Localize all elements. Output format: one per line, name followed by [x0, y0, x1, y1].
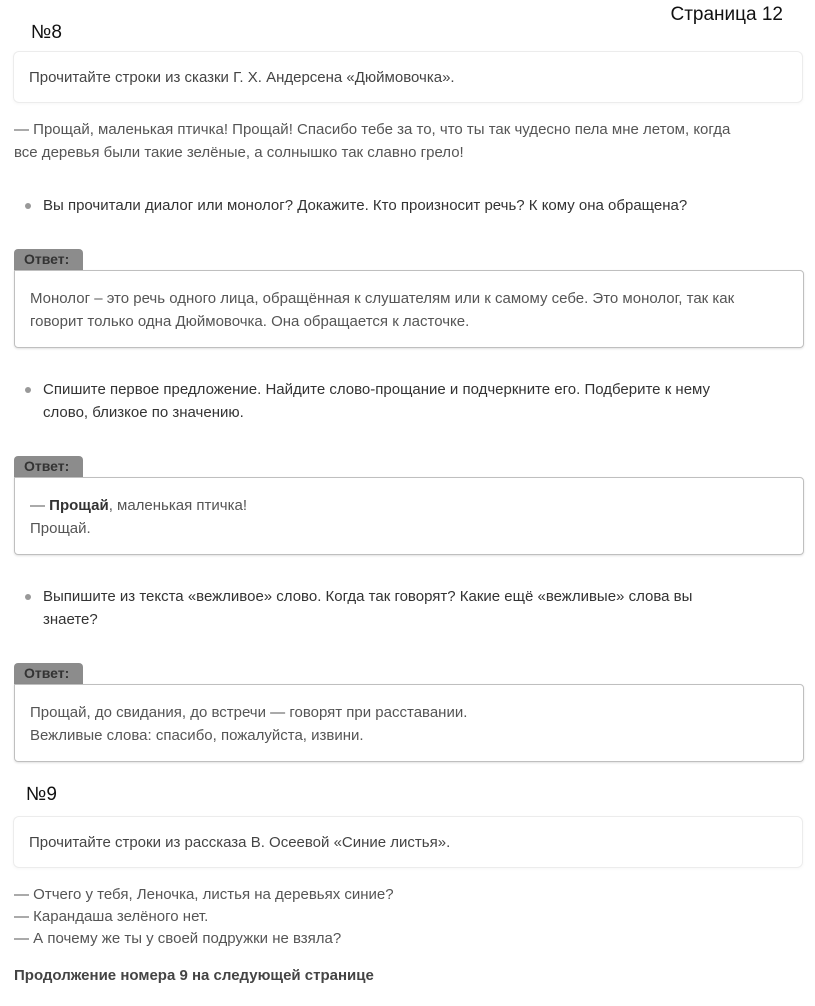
- continuation-note: Продолжение номера 9 на следующей странице: [14, 967, 374, 984]
- question-1: [43, 194, 793, 217]
- answer-line: [30, 494, 803, 517]
- dialog-line: — А почему же ты у своей подружки не взяла?: [14, 930, 342, 947]
- question-2: [43, 378, 793, 424]
- task-number-9: №9: [26, 784, 57, 805]
- dialog-line: — Карандаша зелёного нет.: [14, 908, 209, 925]
- task-8-prompt-box: [13, 51, 803, 103]
- task-8-text-line: — Прощай, маленькая птичка! Прощай! Спасибо тебе за то, что ты так чудесно пела мне летом, когда: [14, 121, 731, 138]
- question-line: Выпишите из текста «вежливое» слово. Когда так говорят? Какие ещё «вежливые» слова вы: [43, 588, 693, 605]
- task-9-prompt-box: [13, 816, 803, 868]
- bullet: [25, 387, 31, 393]
- answer-box-2: [14, 477, 804, 555]
- answer-line: Прощай.: [30, 520, 91, 537]
- answer-label: Ответ:: [14, 249, 83, 270]
- page-number: Страница 12: [670, 4, 783, 25]
- answer-rest: , маленькая птичка!: [108, 497, 247, 514]
- question-line: Спишите первое предложение. Найдите слово-прощание и подчеркните его. Подберите к нему: [43, 381, 711, 398]
- answer-line: говорит только одна Дюймовочка. Она обращается к ласточке.: [30, 313, 470, 330]
- farewell-word: Прощай: [49, 497, 109, 514]
- answer-line: Прощай, до свидания, до встречи — говорят при расставании.: [30, 704, 468, 721]
- question-line: слово, близкое по значению.: [43, 404, 244, 421]
- question-line: знаете?: [43, 611, 98, 628]
- question-3: [43, 585, 793, 631]
- answer-dash: —: [30, 497, 50, 514]
- answer-line: Вежливые слова: спасибо, пожалуйста, извини.: [30, 727, 364, 744]
- answer-line: Монолог – это речь одного лица, обращённая к слушателям или к самому себе. Это монолог, так как: [30, 290, 735, 307]
- task-9-dialog: [14, 884, 394, 950]
- task-8-text: [14, 118, 794, 164]
- dialog-line: — Отчего у тебя, Леночка, листья на деревьях синие?: [14, 886, 394, 903]
- question-line: Вы прочитали диалог или монолог? Докажите. Кто произносит речь? К кому она обращена?: [43, 197, 688, 214]
- answer-box-1: [14, 270, 804, 348]
- task-9-prompt: Прочитайте строки из рассказа В. Осеевой «Синие листья».: [29, 834, 451, 851]
- answer-box-3: [14, 684, 804, 762]
- bullet: [25, 594, 31, 600]
- task-8-text-line: все деревья были такие зелёные, а солнышко так славно грело!: [14, 144, 464, 161]
- answer-label: Ответ:: [14, 456, 83, 477]
- answer-label: Ответ:: [14, 663, 83, 684]
- task-8-prompt: Прочитайте строки из сказки Г. Х. Андерсена «Дюймовочка».: [29, 69, 455, 86]
- task-number-8: №8: [31, 22, 62, 43]
- bullet: [25, 203, 31, 209]
